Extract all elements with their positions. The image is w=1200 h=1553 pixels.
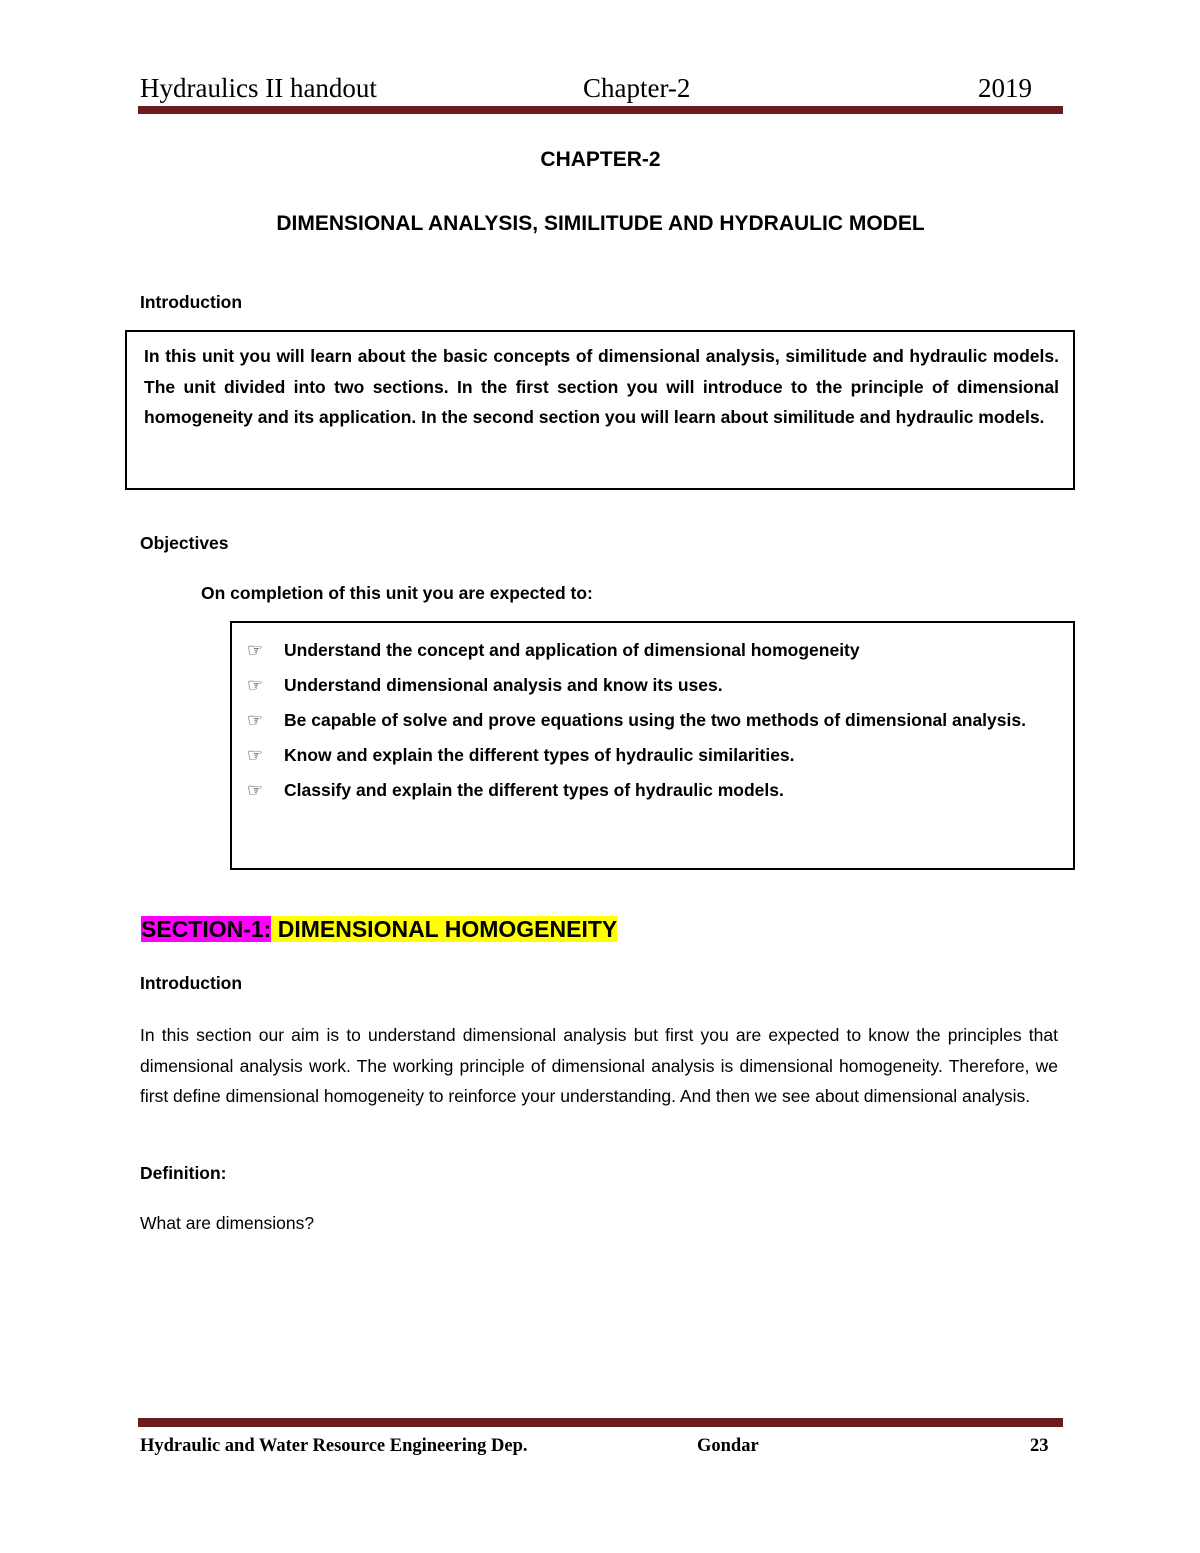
definition-heading: Definition: [140,1163,227,1183]
pointing-hand-icon: ☞ [247,745,264,765]
pointing-hand-icon: ☞ [247,640,264,660]
intro-box [125,330,1075,490]
objective-text: Understand the concept and application of dimensional homogeneity [284,640,860,660]
objectives-heading: Objectives [140,533,229,553]
section1-intro-heading: Introduction [140,973,243,993]
objective-item [247,740,1057,770]
objective-text: Classify and explain the different types of hydraulic models. [284,780,784,800]
header-right: 2019 [978,73,1032,103]
objectives-list [247,635,1057,805]
intro-heading: Introduction [140,292,243,312]
header-rule [138,106,1063,114]
pointing-hand-icon: ☞ [247,675,264,695]
objective-item [247,635,1057,665]
chapter-title: DIMENSIONAL ANALYSIS, SIMILITUDE AND HYDRAULIC MODEL [276,212,925,235]
footer-rule [138,1418,1063,1427]
header-left: Hydraulics II handout [140,73,377,103]
footer-center: Gondar [697,1436,759,1456]
chapter-label: CHAPTER-2 [540,148,661,171]
objective-text: Understand dimensional analysis and know its uses. [284,675,723,695]
objective-text: Be capable of solve and prove equations using the two methods of dimensional analysis. [284,710,1026,730]
page-number: 23 [1030,1436,1049,1456]
footer-left: Hydraulic and Water Resource Engineering Dep. [140,1436,528,1456]
objective-item [247,670,1057,700]
objectives-box [230,621,1075,870]
section1-label: SECTION-1: [141,916,272,942]
definition-question: What are dimensions? [140,1213,315,1233]
objectives-lead: On completion of this unit you are expected to: [201,583,593,603]
section1-heading [141,913,617,945]
intro-box-text: In this unit you will learn about the basic concepts of dimensional analysis, similitude and hydraulic models. The unit divided into two sections. In the first section you will introduce to the principle of dimensional homogeneity and its application. In the second section you will learn about similitude and hydraulic models. [144,346,1059,427]
section1-intro-text: In this section our aim is to understand dimensional analysis but first you are expected to know the principles that dimensional analysis work. The working principle of dimensional analysis is dimensional homogeneity. Therefore, we first define dimensional homogeneity to reinforce your understanding. And then we see about dimensional analysis. [140,1025,1058,1106]
pointing-hand-icon: ☞ [247,710,264,730]
section1-title: DIMENSIONAL HOMOGENEITY [277,916,618,942]
objective-text: Know and explain the different types of hydraulic similarities. [284,745,795,765]
objective-item [247,775,1057,805]
objective-item [247,705,1057,735]
header-center: Chapter-2 [583,73,691,103]
pointing-hand-icon: ☞ [247,780,264,800]
